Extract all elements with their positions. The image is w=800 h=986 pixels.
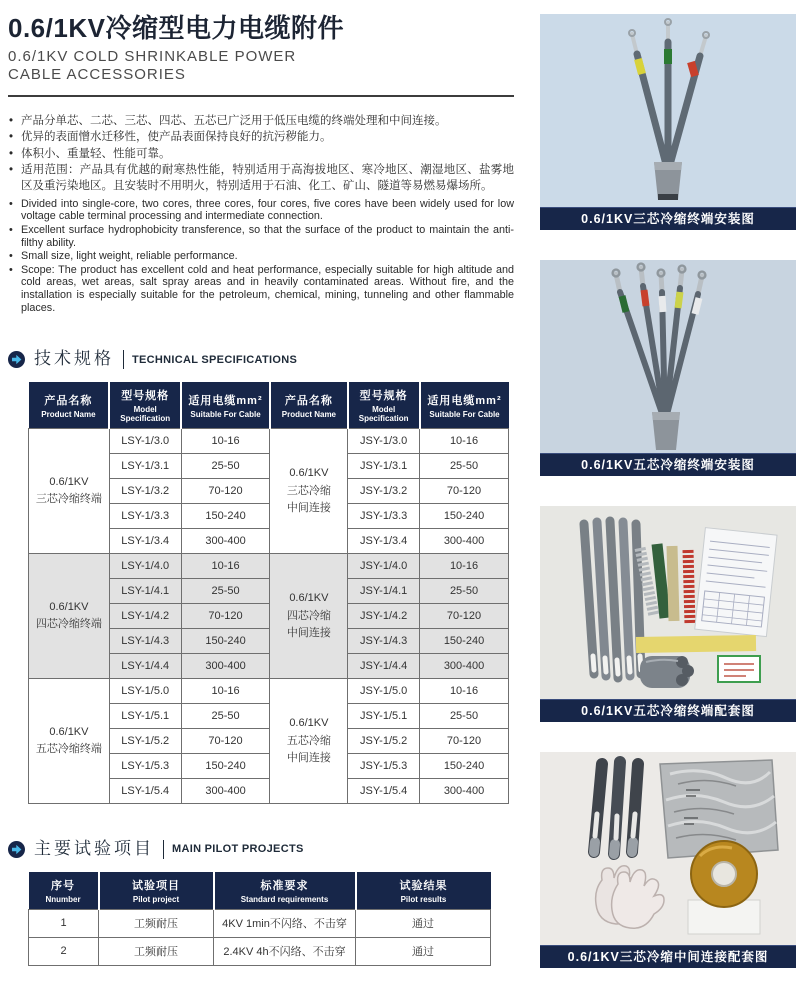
- cable-cell: 150-240: [181, 504, 270, 529]
- cable-cell: 150-240: [181, 629, 270, 654]
- col-header-product-name: 产品名称 Product Name: [270, 382, 348, 429]
- cable-cell: 25-50: [420, 579, 509, 604]
- number-cell: 1: [29, 909, 99, 937]
- model-cell: LSY-1/4.2: [109, 604, 181, 629]
- three-core-terminal-image: [540, 14, 796, 207]
- cable-cell: 10-16: [181, 554, 270, 579]
- cable-cell: 10-16: [181, 429, 270, 454]
- cable-cell: 25-50: [420, 454, 509, 479]
- section-title-cn: 技术规格: [34, 350, 124, 369]
- cable-cell: 150-240: [420, 629, 509, 654]
- col-header-model: 型号规格 Model Specification: [348, 382, 420, 429]
- instruction-sheet: [695, 528, 777, 637]
- feature-item-cn: • 优异的表面憎水迁移性，使产品表面保持良好的抗污秽能力。: [8, 129, 514, 145]
- model-cell: LSY-1/5.3: [109, 754, 181, 779]
- table-row: [29, 679, 509, 704]
- tape-roll: [688, 841, 760, 934]
- cable-cell: 10-16: [420, 554, 509, 579]
- cable-cell: 70-120: [181, 604, 270, 629]
- cable-cell: 300-400: [181, 529, 270, 554]
- table-row: [29, 554, 509, 579]
- col-header-product-name: 产品名称 Product Name: [29, 382, 110, 429]
- gallery-item: [540, 752, 796, 968]
- caption-bar: 0.6/1KV五芯冷缩终端安装图: [540, 453, 796, 476]
- product-name-cell: 0.6/1KV 三芯冷缩终端: [29, 429, 110, 554]
- col-header-number: 序号 Nnumber: [29, 872, 99, 910]
- cable-cell: 70-120: [420, 479, 509, 504]
- col-header-cable: 适用电缆mm² Suitable For Cable: [420, 382, 509, 429]
- col-header-project: 试验项目 Pilot project: [99, 872, 214, 910]
- product-name-cell: 0.6/1KV 四芯冷缩终端: [29, 554, 110, 679]
- model-cell: LSY-1/3.1: [109, 454, 181, 479]
- model-cell: JSY-1/4.1: [348, 579, 420, 604]
- product-name-cell: 0.6/1KV 五芯冷缩终端: [29, 679, 110, 804]
- caption-bar: 0.6/1KV五芯冷缩终端配套图: [540, 699, 796, 722]
- model-cell: JSY-1/3.1: [348, 454, 420, 479]
- table-row: [29, 937, 491, 965]
- spec-header-row: [29, 382, 509, 429]
- gallery-item: [540, 14, 796, 230]
- model-cell: LSY-1/3.0: [109, 429, 181, 454]
- pilot-header-row: [29, 872, 491, 910]
- shrink-boot: [640, 656, 694, 688]
- model-cell: LSY-1/5.4: [109, 779, 181, 804]
- project-cell: 工频耐压: [99, 937, 214, 965]
- page-subtitle: [8, 48, 514, 86]
- table-row: [29, 909, 491, 937]
- result-cell: 通过: [356, 909, 491, 937]
- cable-cell: 300-400: [181, 654, 270, 679]
- feature-list-en: [8, 198, 514, 315]
- pilot-table: [28, 872, 491, 966]
- cable-cell: 150-240: [420, 754, 509, 779]
- feature-item-cn: • 适用范围：产品具有优越的耐寒热性能，特别适用于高海拔地区、寒冷地区、潮湿地区、盐雾地区及重污染地区。且安装时不用明火，特别适用于石油、化工、矿山、隧道等易燃易爆场所。: [8, 162, 514, 195]
- result-cell: 通过: [356, 937, 491, 965]
- model-cell: JSY-1/5.3: [348, 754, 420, 779]
- model-cell: JSY-1/5.2: [348, 729, 420, 754]
- model-cell: JSY-1/4.3: [348, 629, 420, 654]
- feature-item-cn: • 体积小、重量轻、性能可靠。: [8, 146, 514, 162]
- cable-cell: 10-16: [420, 679, 509, 704]
- cable-cell: 10-16: [181, 679, 270, 704]
- section-title-en: MAIN PILOT PROJECTS: [172, 843, 304, 856]
- product-name-cell: 0.6/1KV 三芯冷缩 中间连接: [270, 429, 348, 554]
- feature-item-cn: • 产品分单芯、二芯、三芯、四芯、五芯已广泛用于低压电缆的终端处理和中间连接。: [8, 113, 514, 129]
- gallery-item: [540, 260, 796, 476]
- model-cell: LSY-1/3.3: [109, 504, 181, 529]
- cable-cell: 25-50: [181, 704, 270, 729]
- product-gallery: [540, 14, 796, 986]
- col-header-requirements: 标准要求 Standard requirements: [214, 872, 356, 910]
- section-title-cn: 主要试验项目: [34, 840, 164, 859]
- cable-cell: 70-120: [181, 729, 270, 754]
- col-header-results: 试验结果 Pilot results: [356, 872, 491, 910]
- arrow-circle-icon: [8, 351, 25, 368]
- model-cell: LSY-1/5.2: [109, 729, 181, 754]
- cable-cell: 150-240: [420, 504, 509, 529]
- label-card: [718, 656, 760, 682]
- section-main-pilot-projects: [8, 840, 514, 859]
- arrow-circle-icon: [8, 841, 25, 858]
- product-name-cell: 0.6/1KV 五芯冷缩 中间连接: [270, 679, 348, 804]
- cable-cell: 300-400: [181, 779, 270, 804]
- project-cell: 工频耐压: [99, 909, 214, 937]
- cable-cell: 70-120: [420, 729, 509, 754]
- model-cell: JSY-1/3.0: [348, 429, 420, 454]
- gallery-item: [540, 506, 796, 722]
- model-cell: LSY-1/4.1: [109, 579, 181, 604]
- col-header-model: 型号规格 Model Specification: [109, 382, 181, 429]
- model-cell: JSY-1/4.2: [348, 604, 420, 629]
- model-cell: JSY-1/4.4: [348, 654, 420, 679]
- cable-cell: 300-400: [420, 654, 509, 679]
- table-row: [29, 429, 509, 454]
- page-subtitle-line1: 0.6/1KV COLD SHRINKABLE POWER: [8, 47, 297, 65]
- requirement-cell: 4KV 1min不闪络、不击穿: [214, 909, 356, 937]
- feature-item-en: • Small size, light weight, reliable performance.: [8, 250, 514, 263]
- number-cell: 2: [29, 937, 99, 965]
- page-title: 0.6/1KV冷缩型电力电缆附件: [8, 13, 344, 43]
- cable-cell: 25-50: [420, 704, 509, 729]
- cable-cell: 150-240: [181, 754, 270, 779]
- cold-shrink-tubes: [594, 762, 638, 854]
- page-subtitle-line2: CABLE ACCESSORIES: [8, 66, 186, 84]
- model-cell: JSY-1/3.2: [348, 479, 420, 504]
- product-name-cell: 0.6/1KV 四芯冷缩 中间连接: [270, 554, 348, 679]
- section-technical-specifications: [8, 350, 514, 369]
- feature-list-cn: [8, 113, 514, 195]
- main-content: [8, 14, 514, 966]
- col-header-cable: 适用电缆mm² Suitable For Cable: [181, 382, 270, 429]
- model-cell: JSY-1/3.3: [348, 504, 420, 529]
- cable-cell: 10-16: [420, 429, 509, 454]
- model-cell: LSY-1/3.4: [109, 529, 181, 554]
- requirement-cell: 2.4KV 4h不闪络、不击穿: [214, 937, 356, 965]
- spec-table: [28, 382, 509, 804]
- model-cell: JSY-1/5.4: [348, 779, 420, 804]
- feature-item-en: • Divided into single-core, two cores, three cores, four cores, five cores have been widely used for low voltage cable terminal processing and intermediate connection.: [8, 198, 514, 223]
- five-core-kit-image: [540, 506, 796, 699]
- model-cell: JSY-1/4.0: [348, 554, 420, 579]
- model-cell: JSY-1/5.1: [348, 704, 420, 729]
- cable-cell: 300-400: [420, 779, 509, 804]
- cable-cell: 300-400: [420, 529, 509, 554]
- model-cell: LSY-1/4.3: [109, 629, 181, 654]
- model-cell: LSY-1/4.4: [109, 654, 181, 679]
- model-cell: LSY-1/4.0: [109, 554, 181, 579]
- feature-item-en: • Scope: The product has excellent cold and heat performance, especially suitable for high altitude and cold areas, wet areas, salt spray areas and in heavily contaminated areas. Without fire, and the installation is especially suitable for the petroleum, chemical, mining, tunneling and other flammable places.: [8, 264, 514, 315]
- caption-bar: 0.6/1KV三芯冷缩中间连接配套图: [540, 945, 796, 968]
- model-cell: LSY-1/3.2: [109, 479, 181, 504]
- model-cell: JSY-1/3.4: [348, 529, 420, 554]
- joint-kit-image: [540, 752, 796, 945]
- cable-cell: 70-120: [181, 479, 270, 504]
- model-cell: JSY-1/5.0: [348, 679, 420, 704]
- cable-cell: 70-120: [420, 604, 509, 629]
- cable-cell: 25-50: [181, 579, 270, 604]
- feature-item-en: • Excellent surface hydrophobicity transference, so that the surface of the product to maintain the anti-filthy ability.: [8, 224, 514, 249]
- model-cell: LSY-1/5.0: [109, 679, 181, 704]
- model-cell: LSY-1/5.1: [109, 704, 181, 729]
- cable-cell: 25-50: [181, 454, 270, 479]
- title-divider: [8, 95, 514, 97]
- section-title-en: TECHNICAL SPECIFICATIONS: [132, 353, 298, 366]
- caption-bar: 0.6/1KV三芯冷缩终端安装图: [540, 207, 796, 230]
- five-core-terminal-image: [540, 260, 796, 453]
